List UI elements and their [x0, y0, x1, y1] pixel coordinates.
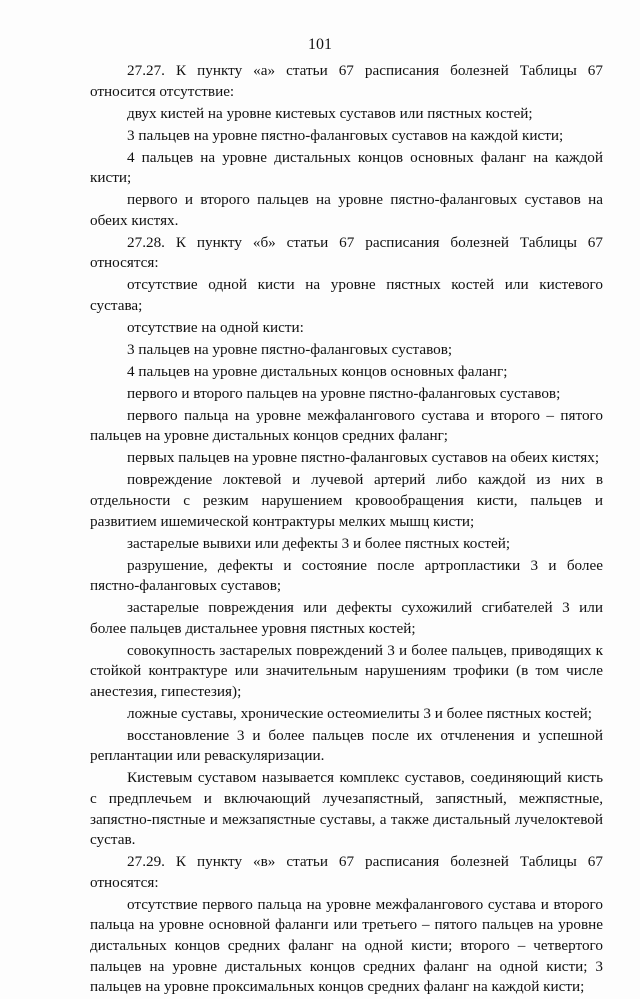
paragraph: первых пальцев на уровне пястно-фаланговых суставов на обеих кистях; [127, 449, 600, 467]
paragraph: восстановление 3 и более пальцев после их отчленения и успешной реплантации или реваскуляризации. [90, 726, 603, 765]
paragraph: Кистевым суставом называется комплекс суставов, соединяющий кисть с предплечьем и включающий лучезапястный, запястный, межпястные, запястно-пястные и межзапястные суставы, а также дистальный лучелоктевой сустав. [90, 769, 603, 849]
paragraph: отсутствие на одной кисти: [127, 318, 304, 336]
paragraph: 3 пальцев на уровне пястно-фаланговых суставов на каждой кисти; [127, 126, 564, 144]
paragraph: первого и второго пальцев на уровне пястно-фаланговых суставов на обеих кистях. [90, 191, 603, 229]
paragraph: 27.29. К пункту «в» статьи 67 расписания болезней Таблицы 67 относятся: [90, 853, 603, 891]
paragraph: ложные суставы, хронические остеомиелиты 3 и более пястных костей; [127, 704, 592, 722]
paragraph: двух кистей на уровне кистевых суставов или пястных костей; [127, 104, 533, 122]
body-text [90, 61, 603, 999]
paragraph: 4 пальцев на уровне дистальных концов основных фаланг на каждой кисти; [90, 148, 603, 187]
paragraph: застарелые вывихи или дефекты 3 и более пястных костей; [127, 534, 511, 552]
paragraph: разрушение, дефекты и состояние после артропластики 3 и более пястно-фаланговых суставов; [90, 556, 603, 595]
paragraph: отсутствие первого пальца на уровне межфалангового сустава и второго пальца на уровне основной фаланги или третьего – пятого пальцев на уровне дистальных концов средних фаланг на одной кисти; второго – четвертого пальцев на уровне дистальных концов средних фаланг на одной кисти; 3 пальцев на уровне проксимальных концов средних фаланг на каждой кисти; [90, 895, 603, 996]
paragraph: первого пальца на уровне межфалангового сустава и второго – пятого пальцев на уровне дистальных концов средних фаланг; [90, 406, 603, 445]
paragraph: 27.27. К пункту «а» статьи 67 расписания болезней Таблицы 67 относится отсутствие: [90, 62, 603, 100]
paragraph: 4 пальцев на уровне дистальных концов основных фаланг; [127, 362, 508, 380]
paragraph: застарелые повреждения или дефекты сухожилий сгибателей 3 или более пальцев дистальнее уровня пястных костей; [90, 599, 603, 637]
paragraph: 27.28. К пункту «б» статьи 67 расписания болезней Таблицы 67 относятся: [90, 233, 603, 272]
paragraph: повреждение локтевой и лучевой артерий либо каждой из них в отдельности с резким нарушением кровообращения кисти, пальцев и развитием ишемической контрактуры мелких мышц кисти; [90, 471, 603, 530]
paragraph: 3 пальцев на уровне пястно-фаланговых суставов; [127, 340, 453, 358]
paragraph: первого и второго пальцев на уровне пястно-фаланговых суставов; [127, 384, 561, 402]
paragraph: отсутствие одной кисти на уровне пястных костей или кистевого сустава; [90, 276, 603, 314]
paragraph: совокупность застарелых повреждений 3 и более пальцев, приводящих к стойкой контрактуре или значительным нарушениям трофики (в том числе анестезия, гипестезия); [90, 641, 603, 700]
page-number: 101 [308, 36, 332, 53]
